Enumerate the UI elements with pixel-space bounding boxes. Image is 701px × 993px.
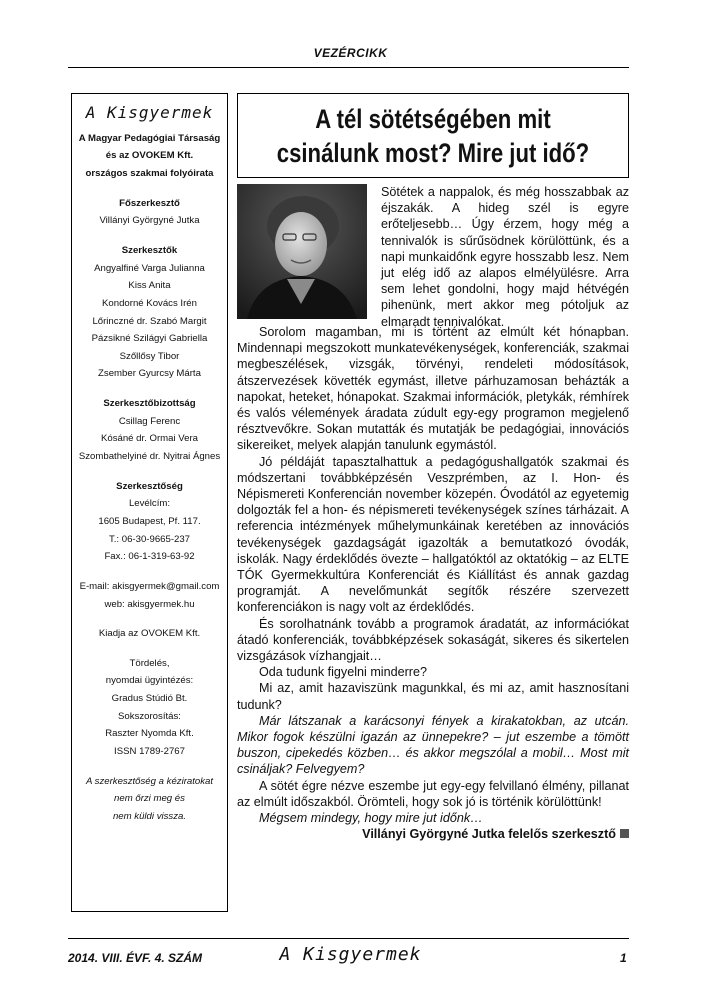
article-intro [381, 184, 629, 330]
board-member: Kósáné dr. Ormai Vera [100, 433, 199, 445]
production-line: Sokszorosítás: [118, 710, 181, 722]
article-paragraph-italic: Már látszanak a karácsonyi fények a kirakatokban, az utcán. Mikor fogok készülni igazán az ünnepekre? – jut eszembe a tömött buszon, cipekedés közben… és akkor megszólal a mobil… Most mit csináljak? Felvegyem? [237, 713, 629, 777]
office-line: Levélcím: [128, 498, 171, 510]
editor-in-chief-heading: Főszerkesztő [119, 197, 180, 209]
article-body [237, 324, 629, 843]
masthead-intro-line: országos szakmai folyóirata [85, 168, 214, 180]
production-line: Gradus Stúdió Bt. [111, 693, 188, 705]
board-member: Szombathelyiné dr. Nyitrai Ágnes [78, 451, 221, 463]
masthead-box [71, 93, 228, 912]
article-paragraph: A sötét égre nézve eszembe jut egy-egy felvillanó élmény, pillanat az elmúlt időszakból. Örömteli, hogy sok jó is történik körülöttünk! [237, 778, 629, 809]
article-title-line: csinálunk most? Mire jut idő? [276, 138, 590, 168]
end-mark-icon [620, 829, 629, 838]
masthead-intro-line: A Magyar Pedagógiai Társaság [78, 132, 221, 144]
footer-journal-logo: A Kisgyermek [279, 944, 422, 965]
journal-logo: A Kisgyermek [85, 103, 214, 122]
article-paragraph: És sorolhatnánk tovább a programok áradatát, az információkat átadó konferenciák, továbbképzések sokaságát, sikeres és sikertelen vizsgázások vízhangjait… [237, 616, 629, 664]
production-line: nyomdai ügyintézés: [105, 675, 194, 687]
article-signature [237, 826, 629, 842]
article-paragraph: Jó példáját tapasztalhattuk a pedagógushallgatók szakmai és módszertani továbbképzésén Veszprémben, az I. Hon- és Népismereti Konferencián november közepén. Óvodától az egyetemig dolgozták fel a hon- és népismereti tevékenységek színes tárházait. A referencia intézmények műhelymunkáinak keretében az innovációs tevékenységek gazdagságát igazolták a bemutatkozó óvodák, iskolák. Nagy érdeklődés övezte – hallgatóktól az oktatókig – az ELTE TÓK Gyermekkultúra Konferenciát és Kiállítást és annak gazdag programját. A nevelőmunkát segítők részére szervezett konferenciákon is nagy volt az érdeklődés. [237, 454, 629, 615]
disclaimer-line: A szerkesztőség a kéziratokat [85, 775, 214, 787]
editor-name: Lőrinczné dr. Szabó Margit [92, 315, 207, 327]
masthead-intro-line: és az OVOKEM Kft. [105, 150, 194, 162]
editor-name: Pázsikné Szilágyi Gabriella [91, 333, 208, 345]
issue-info: 2014. VIII. ÉVF. 4. SZÁM [68, 951, 203, 965]
editor-name: Angyalfiné Varga Julianna [94, 262, 205, 274]
intro-paragraph: Sötétek a nappalok, és még hosszabbak az éjszakák. A hideg szél is egyre erőteljesebb… Úgy érzem, hogy még a tennivalók is sűrűsödnek körülöttünk, és a napi munkaidőnk egyre hosszabb lesz. Nem jut elég idő az alapos elmélyülésre. Arra sem lehet gondolni, hogy majd hétvégén pihenünk, mert akkor meg pótoljuk az elmaradt tennivalókat. [381, 185, 629, 329]
article-paragraph: Oda tudunk figyelni minderre? [259, 665, 428, 680]
editor-name: Szőllősy Tibor [119, 350, 180, 362]
editor-name: Kondorné Kovács Irén [102, 297, 197, 309]
production-line: ISSN 1789-2767 [114, 746, 185, 758]
production-line: Tördelés, [129, 657, 170, 669]
signature-text: Villányi Györgyné Jutka felelős szerkesztő [362, 827, 616, 842]
editor-name: Kiss Anita [128, 280, 171, 292]
office-heading: Szerkesztőség [116, 480, 183, 492]
section-header: VEZÉRCIKK [313, 46, 388, 60]
office-line: Fax.: 06-1-319-63-92 [104, 551, 195, 563]
disclaimer-line: nem küldi vissza. [112, 810, 187, 822]
disclaimer-line: nem őrzi meg és [114, 793, 185, 805]
article-paragraph-italic: Mégsem mindegy, hogy mire jut időnk… [259, 811, 483, 826]
article-paragraph: Mi az, amit hazaviszünk magunkkal, és mi az, amit hasznosítani tudunk? [237, 681, 629, 712]
email-line: E-mail: akisgyermek@gmail.com [79, 580, 220, 592]
office-line: 1605 Budapest, Pf. 117. [98, 515, 201, 527]
editors-heading: Szerkesztők [121, 245, 178, 256]
office-line: T.: 06-30-9665-237 [108, 533, 191, 545]
publisher-line: Kiadja az OVOKEM Kft. [98, 628, 201, 640]
article-paragraph: Sorolom magamban, mi is történt az elmúlt két hónapban. Mindennapi megszokott munkatevékenységek, konferenciák, szakmai megbeszélések, vizsgák, törvényi, rendeleti módosítások, átszervezések követték egymást, illetve párhuzamosan beházták a napokat, heteket, hónapokat. Szakmai információk, pletykák, rémhírek és valós vélemények áradata zúdult egy-egy programon megjelenő résztvevőkre. Sokan mutatták és mutatják be pedagógiai, innovációs sikereiket, melyek alapján tanulunk egymástól. [237, 325, 630, 453]
author-portrait-image [237, 184, 367, 319]
author-photo [237, 184, 367, 319]
article-title-line: A tél sötétségében mit [315, 104, 551, 134]
bottom-rule [68, 938, 629, 939]
board-member: Csillag Ferenc [118, 415, 181, 427]
article-title-box [237, 93, 629, 178]
editor-in-chief-name: Villányi Györgyné Jutka [99, 215, 200, 227]
editor-name: Zsember Gyurcsy Márta [98, 368, 201, 380]
production-line: Raszter Nyomda Kft. [105, 728, 194, 740]
board-heading: Szerkesztőbizottság [103, 398, 196, 410]
top-rule [68, 67, 629, 68]
page-number: 1 [620, 951, 627, 965]
web-line: web: akisgyermek.hu [104, 598, 195, 610]
